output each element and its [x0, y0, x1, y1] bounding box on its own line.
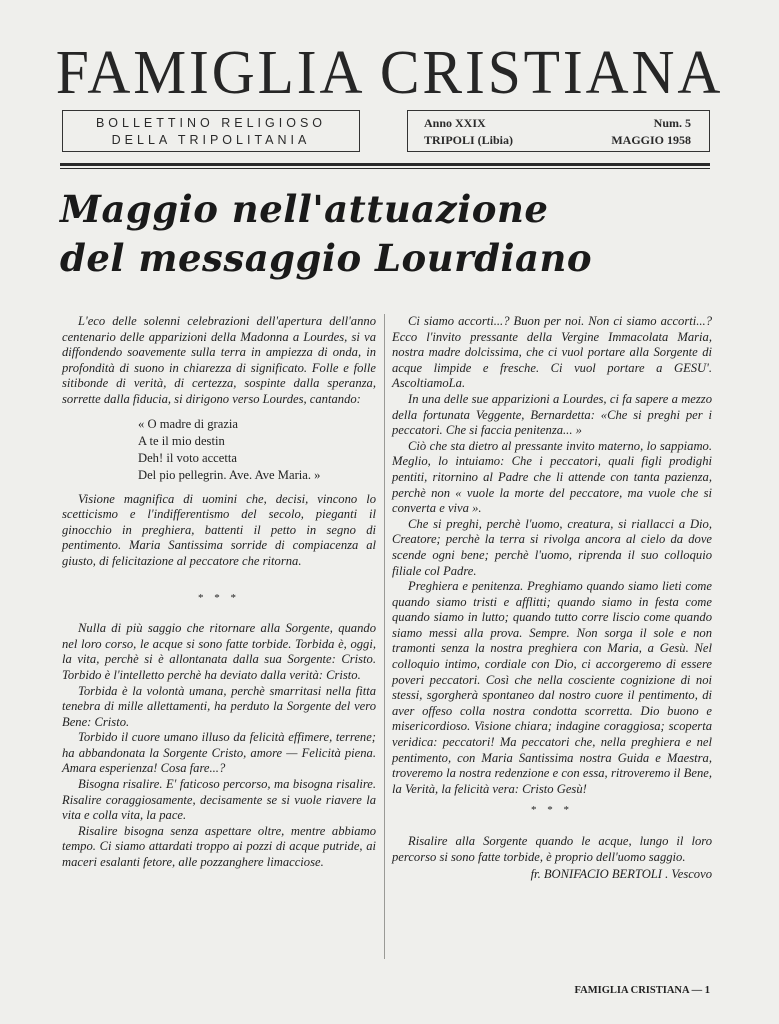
article-headline — [60, 185, 720, 283]
section-separator: * * * — [198, 591, 240, 604]
column-divider — [384, 314, 385, 959]
paragraph: Preghiera e penitenza. Preghiamo quando siamo lieti come quando siamo tristi e afflitti; quando siamo in festa come quando siamo in lutto; quando tutto corre liscio come quando siamo messi alla prova. Sempre. Non sorga il sole e non tramonti senza la nostra preghiera con Maria, a Gesù. Nel colloquio intimo, cordiale con Dio, ci accorgeremo di essere poveri peccatori. Così che nella cosciente cognizione di noi stessi, sgorgherà spontaneo dal nostro cuore il pentimento, di aver offeso colla nostra condotta scorretta. Dio buono e misericordioso. Visione chiara; indagine coraggiosa; scoperta veridica: peccatori! Ma peccatori che, nella preghiera e nel pentimento, con Maria Santissima nostra Guida e Maestra, troveremo la nostra redenzione e con essa, ritroveremo il Bene, la Verità, la felicità vera: Cristo Gesù! — [392, 579, 712, 796]
paragraph: Torbido il cuore umano illuso da felicità effimere, terrene; ha abbandonata la Sorgente Cristo, amore — Felicità piena. Amara esperienza! Cosa fare...? — [62, 730, 376, 776]
paragraph: Risalire bisogna senza aspettare oltre, mentre abbiamo tempo. Ci siamo attardati troppo ai pozzi di acque putride, ai maceri esalanti fetore, alle pozzanghere limacciose. — [62, 823, 376, 870]
page-footer: FAMIGLIA CRISTIANA — 1 — [574, 985, 710, 996]
paragraph: Visione magnifica di uomini che, decisi, vincono lo scetticismo e l'indifferentismo del secolo, pieganti il ginocchio in preghiera, battenti il petto in segno di pentimento. Maria Santissima sorride di compiacenza al giusto, di felicitazione al peccatore che ritorna. — [62, 491, 376, 568]
issue-place: TRIPOLI (Libia) — [424, 133, 514, 147]
poem-line: Del pio pellegrin. Ave. Ave Maria. » — [138, 467, 321, 482]
subtitle-line-2: DELLA TRIPOLITANIA — [111, 133, 311, 147]
masthead-rule-thin — [60, 168, 710, 169]
poem — [138, 416, 376, 484]
paragraph: Ciò che sta dietro al pressante invito materno, lo sappiamo. Meglio, lo intuiamo: Che i peccatori, quali figli prodighi pentiti, ritornino al Padre che li attende con tanta pazienza, perchè non « vuole la morte del peccatore, ma vuole che si converta e viva ». — [392, 438, 712, 516]
issue-number: Num. 5 — [653, 116, 691, 130]
headline-line-1: Maggio nell'attuazione — [60, 187, 549, 231]
paragraph: L'eco delle solenni celebrazioni dell'apertura dell'anno centenario delle apparizioni della Madonna a Lourdes, si va diffondendo soavemente sulla terra in ampiezza di onda, in profondità di suono in chiarezza di significato. Folle e folle sitibonde di verità, di certezza, sospinte dalla speranza, sorrette dalla fiducia, si dirigono verso Lourdes, cantando: — [62, 314, 376, 406]
right-column — [392, 314, 712, 883]
paragraph: Risalire alla Sorgente quando le acque, lungo il loro percorso si sono fatte torbide, è proprio dell'uomo saggio. — [392, 834, 712, 864]
issue-info-box — [407, 110, 710, 152]
masthead-title: FAMIGLIA CRISTIANA — [55, 39, 724, 107]
paragraph: Torbida è la volontà umana, perchè smarritasi nella fitta tenebra di mille allettamenti, ha perduto la Sorgente del vero Bene: Cristo. — [62, 683, 376, 729]
subtitle-line-1: BOLLETTINO RELIGIOSO — [95, 116, 327, 130]
poem-line: « O madre di grazia — [138, 416, 239, 431]
issue-year: Anno XXIX — [424, 116, 486, 130]
paragraph: Che si preghi, perchè l'uomo, creatura, si riallacci a Dio, Creatore; perchè la terra si rivolga ancora al cielo da dove scende ogni bene; perchè l'uomo, riprenda il suo colloquio filiale col Padre. — [392, 516, 712, 578]
poem-line: Deh! il voto accetta — [138, 450, 237, 465]
poem-line: A te il mio destin — [138, 433, 225, 448]
author-signature: fr. BONIFACIO BERTOLI . Vescovo — [530, 867, 712, 882]
paragraph: In una delle sue apparizioni a Lourdes, ci fa sapere a mezzo della fortunata Veggente, Bernardetta: «Che si preghi per i peccatori. Che si faccia penitenza... » — [392, 391, 712, 438]
subtitle-box — [62, 110, 360, 152]
issue-date: MAGGIO 1958 — [611, 133, 691, 147]
paragraph: Bisogna risalire. E' faticoso percorso, ma bisogna risalire. Risalire coraggiosamente, decisamente se si vuole riavere la vita e colla vita, la pace. — [62, 777, 376, 823]
masthead-rule — [60, 163, 710, 166]
section-separator: * * * — [531, 804, 573, 817]
paragraph: Nulla di più saggio che ritornare alla Sorgente, quando nel loro corso, le acque si sono fatte torbide. Torbida è, oggi, la vita, perchè si è allontanata dalla sua Sorgente: Cristo. Torbido è l'intelletto perchè ha deviato dalla verità: Cristo. — [62, 621, 376, 682]
left-column — [62, 314, 376, 871]
paragraph: Ci siamo accorti...? Buon per noi. Non ci siamo accorti...? Ecco l'invito pressante della Vergine Immacolata Maria, nostra madre dolcissima, che ci vuol portare alla Sorgente di acque limpide e fresche. Ci vuol portare a GESU'. AscoltiamoLa. — [392, 314, 712, 391]
headline-line-2: del messaggio Lourdiano — [60, 236, 593, 280]
